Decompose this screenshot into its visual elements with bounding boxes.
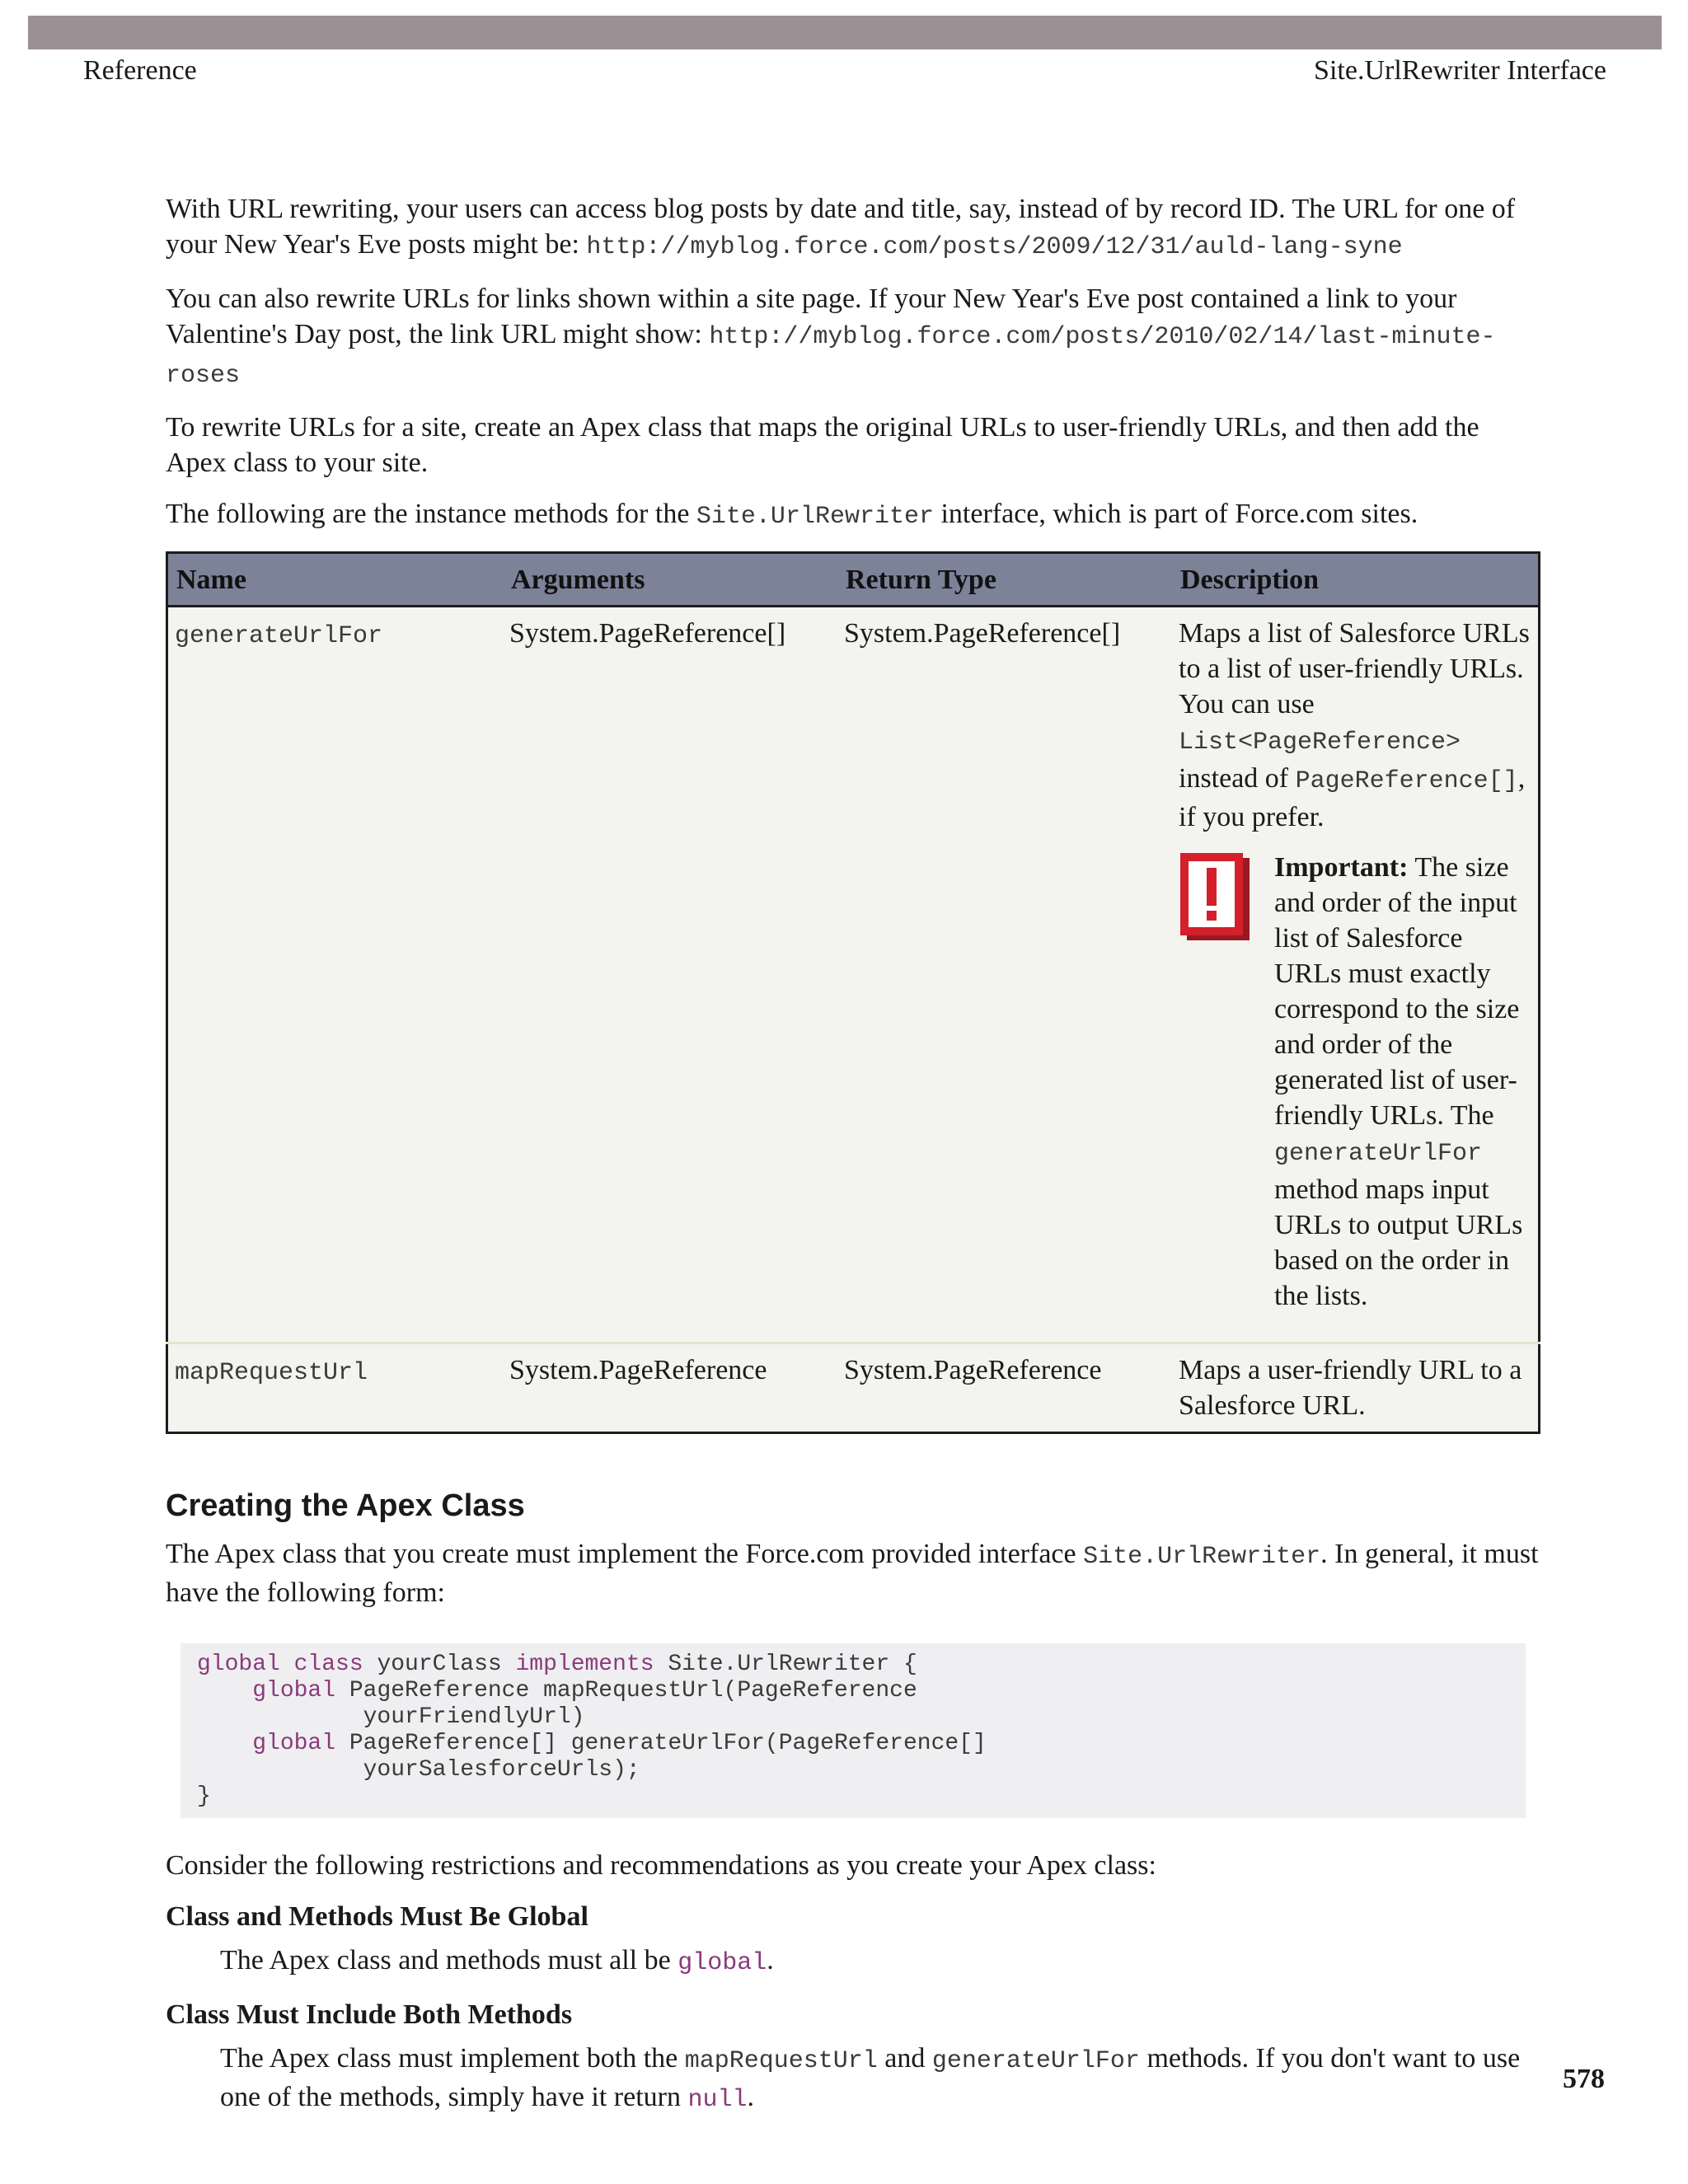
definition-term-both-methods: Class Must Include Both Methods xyxy=(166,1999,573,2030)
methods-table xyxy=(166,551,1540,1434)
method-name-cell xyxy=(167,607,504,1343)
def2-part-d: . xyxy=(747,2082,755,2112)
method-name: generateUrlFor xyxy=(175,622,383,650)
description-text xyxy=(1179,616,1531,835)
desc-code-array: PageReference[] xyxy=(1295,767,1518,795)
desc-part-c: , if you prefer. xyxy=(1179,763,1526,832)
page-number: 578 xyxy=(1563,2064,1605,2094)
table-row xyxy=(167,1343,1540,1433)
important-note xyxy=(1179,850,1531,1314)
desc-part-a: Maps a list of Salesforce URLs to a list of user-friendly URLs. You can use xyxy=(1179,618,1530,719)
section-interface-code: Site.UrlRewriter xyxy=(1083,1543,1321,1571)
desc-part-b: instead of xyxy=(1179,763,1296,794)
intro-paragraph-3: To rewrite URLs for a site, create an Apex class that maps the original URLs to user-friendly URLs, and then add the Apex class to your site. xyxy=(166,412,1479,478)
header-description: Description xyxy=(1172,553,1540,607)
header-page-title: Site.UrlRewriter Interface xyxy=(1314,55,1606,86)
desc-code-list: List<PageReference> xyxy=(1179,729,1461,757)
def2-code-null: null xyxy=(687,2086,748,2114)
code-text: yourClass xyxy=(363,1652,516,1677)
description-cell: Maps a user-friendly URL to a Salesforce URL. xyxy=(1172,1343,1540,1433)
important-exclamation-icon xyxy=(1179,851,1251,942)
method-name: mapRequestUrl xyxy=(175,1359,368,1387)
code-keyword: global class xyxy=(197,1652,363,1677)
section-paragraph-1 xyxy=(166,1536,1540,1610)
header-section-label: Reference xyxy=(83,55,197,86)
code-text: yourFriendlyUrl) xyxy=(197,1704,585,1730)
intro-p1-text: With URL rewriting, your users can access blog posts by date and title, say, instead of by record ID. The URL for one of your New Year's Eve posts might be: xyxy=(166,194,1516,260)
def1-before: The Apex class and methods must all be xyxy=(220,1945,678,1975)
example-url-2: http://myblog.force.com/posts/2010/02/14/last-minute-roses xyxy=(166,323,1496,390)
return-type-cell: System.PageReference xyxy=(837,1343,1172,1433)
code-text: } xyxy=(197,1783,211,1809)
header-return-type: Return Type xyxy=(837,553,1172,607)
section-heading: Creating the Apex Class xyxy=(166,1488,525,1523)
definition-term-global: Class and Methods Must Be Global xyxy=(166,1901,588,1932)
example-url-1: http://myblog.force.com/posts/2009/12/31/auld-lang-syne xyxy=(586,233,1403,261)
intro-paragraph-2 xyxy=(166,281,1540,394)
intro-paragraph-4 xyxy=(166,496,1540,535)
code-keyword: global xyxy=(252,1731,336,1756)
section-paragraph-2: Consider the following restrictions and recommendations as you create your Apex class: xyxy=(166,1850,1156,1881)
intro-p2-text: You can also rewrite URLs for links shown within a site page. If your New Year's Eve post contained a link to your Valentine's Day post, the link URL might show: xyxy=(166,284,1457,349)
code-block xyxy=(181,1643,1526,1818)
description-cell xyxy=(1172,607,1540,1343)
code-text: yourSalesforceUrls); xyxy=(197,1757,640,1783)
important-part-b: method maps input URLs to output URLs based on the order in the lists. xyxy=(1274,1174,1523,1311)
intro-p4-before: The following are the instance methods for the xyxy=(166,499,696,529)
interface-name-code: Site.UrlRewriter xyxy=(696,503,934,531)
def1-after: . xyxy=(767,1945,774,1975)
def2-part-a: The Apex class must implement both the xyxy=(220,2043,685,2074)
def1-code: global xyxy=(678,1949,767,1977)
table-header-row xyxy=(167,553,1540,607)
def2-code-map: mapRequestUrl xyxy=(684,2047,878,2075)
def2-part-c: methods. If you don't want to use one of the methods, simply have it return xyxy=(220,2043,1521,2112)
code-text: Site.UrlRewriter { xyxy=(654,1652,917,1677)
important-label: Important: xyxy=(1274,852,1409,883)
header-name: Name xyxy=(167,553,504,607)
definition-both-methods xyxy=(220,2041,1540,2118)
header-arguments: Arguments xyxy=(503,553,837,607)
code-keyword: implements xyxy=(515,1652,654,1677)
def2-part-b: and xyxy=(877,2043,932,2074)
important-text xyxy=(1274,850,1531,1314)
return-type-cell: System.PageReference[] xyxy=(837,607,1172,1343)
section-p1-after: . In general, it must have the following form: xyxy=(166,1539,1539,1608)
header-bar xyxy=(28,16,1662,49)
arguments-cell: System.PageReference[] xyxy=(503,607,837,1343)
method-name-cell xyxy=(167,1343,504,1433)
intro-p4-after: interface, which is part of Force.com sites. xyxy=(933,499,1418,529)
definition-global xyxy=(220,1943,1540,1981)
section-p1-before: The Apex class that you create must implement the Force.com provided interface xyxy=(166,1539,1084,1569)
important-code: generateUrlFor xyxy=(1274,1140,1483,1168)
page-content xyxy=(166,191,1540,2133)
arguments-cell: System.PageReference xyxy=(503,1343,837,1433)
code-text: PageReference[] generateUrlFor(PageReference[] xyxy=(335,1731,987,1756)
intro-paragraph-1 xyxy=(166,191,1540,265)
important-part-a: The size and order of the input list of Salesforce URLs must exactly correspond to the size and order of the generated list of user-friendly URLs. The xyxy=(1274,852,1520,1131)
code-text: PageReference mapRequestUrl(PageReference xyxy=(335,1678,917,1704)
code-keyword: global xyxy=(252,1678,336,1704)
def2-code-generate: generateUrlFor xyxy=(931,2047,1140,2075)
table-row xyxy=(167,607,1540,1343)
